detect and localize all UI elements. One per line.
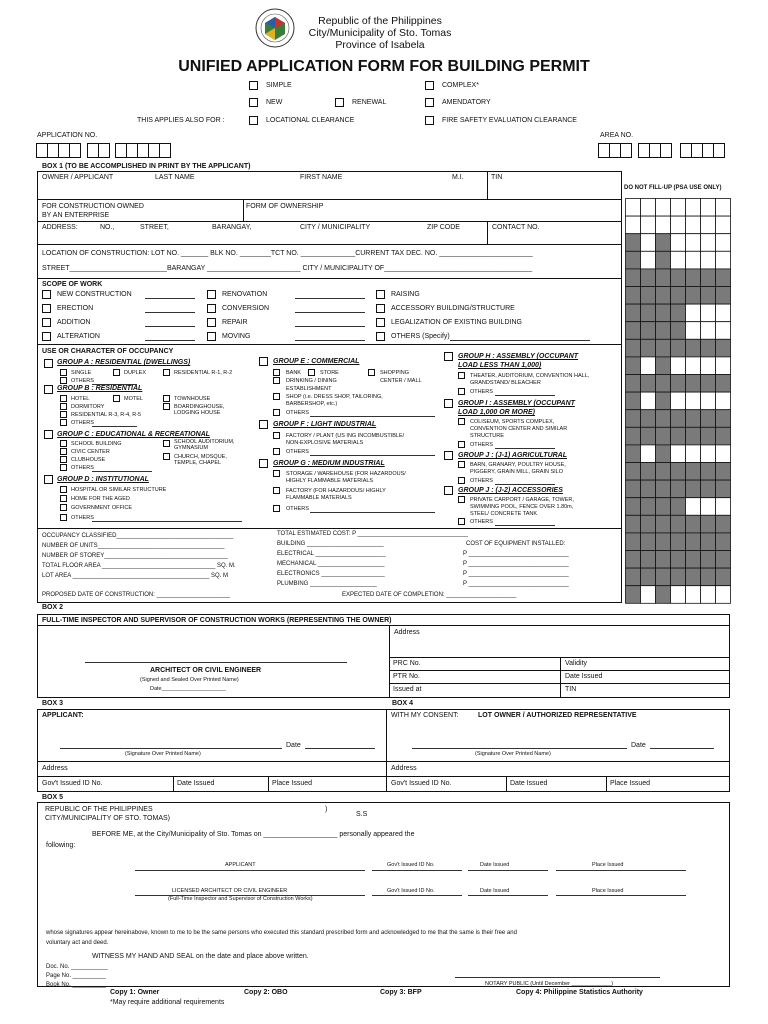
dining-label: DRINKING / DINING [286, 378, 337, 384]
non-explosive-label: NON-EXPLOSIVE MATERIALS [286, 440, 364, 446]
notary-applicant-label: APPLICANT [225, 862, 256, 868]
lodging-house-label: LODGING HOUSE [174, 410, 221, 416]
group-h-others-checkbox[interactable] [458, 388, 465, 395]
barbershop-label: BARBERSHOP, etc.) [286, 401, 338, 407]
doc-no: Doc. No. ___________ [46, 964, 108, 970]
theater-label: THEATER, AUDITORIUM, CONVENTION HALL, [470, 373, 590, 379]
licensed-label: LICENSED ARCHITECT OR CIVIL ENGINEER [172, 888, 288, 894]
scope-col2-2-label: REPAIR [222, 319, 248, 326]
single-label: SINGLE [71, 370, 92, 376]
church-checkbox[interactable] [163, 453, 170, 460]
group-g-others-label: OTHERS [286, 506, 309, 512]
gymnasium-label: GYMNASIUM [174, 445, 208, 451]
carport-checkbox[interactable] [458, 496, 465, 503]
shopping-checkbox[interactable] [368, 369, 375, 376]
group-j1-checkbox[interactable] [444, 451, 453, 460]
scope-col1-1-label: ERECTION [57, 305, 94, 312]
prc-label: PRC No. [393, 660, 421, 667]
dormitory-checkbox[interactable] [60, 403, 67, 410]
group-j2-label: GROUP J : (J-2) ACCESSORIES [458, 487, 563, 494]
factory-hazardous-label: FACTORY (FOR HAZARDOUS/ HIGHLY [286, 488, 386, 494]
whose-signatures-text: whose signatures appear hereinabove, known to me to be the same persons who executed this standard prescribed form and acknowledged to me that the same is their free and [46, 930, 517, 936]
grandstand-label: GRANDSTAND/ BLEACHER [470, 380, 541, 386]
scope-col3-0-checkbox[interactable] [376, 290, 385, 299]
group-c-checkbox[interactable] [44, 430, 53, 439]
theater-checkbox[interactable] [458, 372, 465, 379]
box1-title: BOX 1 (TO BE ACCOMPLISHED IN PRINT BY THE APPLICANT) [42, 163, 251, 170]
scope-col2-3-checkbox[interactable] [207, 332, 216, 341]
group-h-others-label: OTHERS [470, 389, 493, 395]
group-h-label: GROUP H : ASSEMBLY (OCCUPANT [458, 353, 579, 360]
temple-label: TEMPLE, CHAPEL [174, 460, 222, 466]
location-line-1: LOCATION OF CONSTRUCTION: LOT NO. _______ BLK NO. ________TCT NO. ______________CURRENT TAX DEC. NO. ________________________ [42, 250, 533, 257]
group-j1-label: GROUP J : (J-1) AGRICULTURAL [458, 452, 568, 459]
coliseum-checkbox[interactable] [458, 418, 465, 425]
school-auditorium-label: SCHOOL AUDITORIUM, [174, 439, 235, 445]
box3-place-label: Place Issued [272, 780, 313, 787]
book-no: Book No. __________ [46, 982, 106, 988]
scope-col2-1-checkbox[interactable] [207, 304, 216, 313]
residential-r3-label: RESIDENTIAL R-3, R-4, R-5 [71, 412, 142, 418]
convention-label: CONVENTION CENTER AND SIMILAR [470, 426, 568, 432]
scope-col3-2-label: LEGALIZATION OF EXISTING BUILDING [391, 319, 522, 326]
applies-also-label: THIS APPLIES ALSO FOR : [137, 117, 225, 124]
box4-consent-label: WITH MY CONSENT: [391, 712, 459, 719]
shopping-label: SHOPPING [380, 370, 410, 376]
occupancy-classified: OCCUPANCY CLASSIFIED___________________________________ [42, 533, 234, 539]
box3-sig-label: (Signature Over Printed Name) [125, 751, 201, 757]
estimated-cost: TOTAL ESTIMATED COST: P _________________________________ [277, 531, 468, 537]
group-j2-others-checkbox[interactable] [458, 518, 465, 525]
group-c-label: GROUP C : EDUCATIONAL & RECREATIONAL [57, 431, 210, 438]
clubhouse-checkbox[interactable] [60, 456, 67, 463]
factory-plant-label: FACTORY / PLANT (US ING INCOMBUSTIBLE/ [286, 433, 405, 439]
complex-label: COMPLEX* [442, 82, 479, 89]
store-label: STORE [320, 370, 339, 376]
cost-plumbing: PLUMBING ____________________ [277, 581, 377, 587]
hotel-checkbox[interactable] [60, 395, 67, 402]
box3-applicant-label: APPLICANT: [42, 712, 84, 719]
application-no-boxes[interactable] [36, 143, 172, 164]
flammable-label-2: FLAMMABLE MATERIALS [286, 495, 352, 501]
notary-date-label-2: Date Issued [480, 888, 510, 894]
home-aged-checkbox[interactable] [60, 495, 67, 502]
notary-public-label: NOTARY PUBLIC (Until December _____________) [485, 981, 614, 987]
group-e-others-label: OTHERS [286, 410, 309, 416]
box3-date-label: Date [286, 742, 301, 749]
by-enterprise-label: BY AN ENTERPRISE [42, 212, 110, 219]
group-i-label: GROUP I : ASSEMBLY (OCCUPANT [458, 400, 575, 407]
address-street-label: STREET, [140, 224, 169, 231]
establishment-label: ESTABLISHMENT [286, 386, 332, 392]
hospital-checkbox[interactable] [60, 486, 67, 493]
header-republic: Republic of the Philippines [318, 15, 442, 27]
group-a-label: GROUP A : RESIDENTIAL (DWELLINGS) [57, 359, 191, 366]
group-i-checkbox[interactable] [444, 399, 453, 408]
header-province: Province of Isabela [335, 39, 425, 51]
copy1-label: Copy 1: Owner [110, 989, 160, 996]
simple-label: SIMPLE [266, 82, 292, 89]
group-g-label: GROUP G : MEDIUM INDUSTRIAL [273, 460, 385, 467]
simple-checkbox[interactable] [249, 81, 258, 90]
group-h-label-2: LOAD LESS THAN 1,000) [458, 362, 542, 369]
lot-area: LOT AREA _________________________________________ SQ. M [42, 573, 229, 579]
scope-col3-0-label: RAISING [391, 291, 420, 298]
scope-col1-2-checkbox[interactable] [42, 318, 51, 327]
cost-mechanical: MECHANICAL ____________________ [277, 561, 385, 567]
amendatory-checkbox[interactable] [425, 98, 434, 107]
locational-checkbox[interactable] [249, 116, 258, 125]
duplex-checkbox[interactable] [113, 369, 120, 376]
structure-label: STRUCTURE [470, 433, 504, 439]
notary-id-label-2: Gov't Issued ID No. [387, 888, 435, 894]
group-g-checkbox[interactable] [259, 459, 268, 468]
equipment-p-2: P ______________________________ [463, 561, 569, 567]
mall-label: CENTER / MALL [380, 378, 422, 384]
ptr-label: PTR No. [393, 673, 420, 680]
scope-col1-3-label: ALTERATION [57, 333, 100, 340]
box3-id-label: Gov't Issued ID No. [42, 780, 103, 787]
group-f-others-label: OTHERS [286, 449, 309, 455]
box4-label: BOX 4 [392, 700, 414, 707]
group-e-label: GROUP E : COMMERCIAL [273, 358, 360, 365]
group-c-others-label: OTHERS [71, 465, 94, 471]
flammable-label-1: HIGHLY FLAMMABLE MATERIALS [286, 478, 374, 484]
number-units: NUMBER OF UNITS______________________________________ [42, 543, 225, 549]
box2-label: BOX 2 [42, 604, 64, 611]
government-office-checkbox[interactable] [60, 504, 67, 511]
address-label: ADDRESS: [42, 224, 78, 231]
address-city-label: CITY / MUNICIPALITY [300, 224, 371, 231]
complex-checkbox[interactable] [425, 81, 434, 90]
hotel-label: HOTEL [71, 396, 90, 402]
home-aged-label: HOME FOR THE AGED [71, 496, 130, 502]
shop-checkbox[interactable] [273, 393, 280, 400]
box5-ss: S.S [356, 811, 368, 818]
before-me-text: BEFORE ME, at the City/Municipality of Sto. Tomas on ___________________ personally appeared the [92, 831, 415, 838]
box2-address-label: Address [394, 629, 420, 636]
occupancy-title: USE OR CHARACTER OF OCCUPANCY [42, 348, 174, 355]
renewal-checkbox[interactable] [335, 98, 344, 107]
equipment-p-4: P ______________________________ [463, 581, 569, 587]
group-e-checkbox[interactable] [259, 357, 268, 366]
box4-lot-owner-label: LOT OWNER / AUTHORIZED REPRESENTATIVE [478, 712, 637, 719]
validity-label: Validity [565, 660, 588, 667]
group-i-others-label: OTHERS [470, 442, 493, 448]
address-zip-label: ZIP CODE [427, 224, 460, 231]
townhouse-checkbox[interactable] [163, 395, 170, 402]
school-building-checkbox[interactable] [60, 440, 67, 447]
footer-note: *May require additional requirements [110, 999, 225, 1006]
motel-label: MOTEL [124, 396, 143, 402]
municipal-seal [255, 8, 295, 48]
school-auditorium-checkbox[interactable] [163, 440, 170, 447]
storage-checkbox[interactable] [273, 470, 280, 477]
hospital-label: HOSPITAL OR SIMILAR STRUCTURE [71, 487, 167, 493]
civic-center-checkbox[interactable] [60, 448, 67, 455]
group-h-checkbox[interactable] [444, 352, 453, 361]
address-no-label: NO., [100, 224, 115, 231]
proposed-date: PROPOSED DATE OF CONSTRUCTION: ______________________ [42, 592, 230, 598]
psa-grid [625, 198, 733, 609]
group-b-checkbox[interactable] [44, 385, 53, 394]
issued-at-label: Issued at [393, 686, 422, 693]
scope-col2-0-checkbox[interactable] [207, 290, 216, 299]
first-name-label: FIRST NAME [300, 174, 343, 181]
motel-checkbox[interactable] [113, 395, 120, 402]
scope-col3-2-checkbox[interactable] [376, 318, 385, 327]
group-j2-others-label: OTHERS [470, 519, 493, 525]
residential-r1-label: RESIDENTIAL R-1, R-2 [174, 370, 233, 376]
contact-no-label: CONTACT NO. [492, 224, 540, 231]
civic-center-label: CIVIC CENTER [71, 449, 110, 455]
mi-label: M.I. [452, 174, 464, 181]
box2-frame [37, 614, 730, 698]
barn-checkbox[interactable] [458, 461, 465, 468]
box4-sig-label: (Signature Over Printed Name) [475, 751, 551, 757]
group-b-others-label: OTHERS [71, 420, 94, 426]
boardinghouse-label: BOARDINGHOUSE, [174, 404, 225, 410]
factory-plant-checkbox[interactable] [273, 432, 280, 439]
store-checkbox[interactable] [308, 369, 315, 376]
box4-date-label: Date [631, 742, 646, 749]
scope-col2-2-checkbox[interactable] [207, 318, 216, 327]
box4-address-label: Address [391, 765, 417, 772]
scope-col2-3-label: MOVING [222, 333, 251, 340]
group-j1-others-checkbox[interactable] [458, 477, 465, 484]
scope-col2-0-label: RENOVATION [222, 291, 268, 298]
barn-label: BARN, GRANARY, POULTRY HOUSE, [470, 462, 566, 468]
cost-electrical: ELECTRICAL _____________________ [277, 551, 386, 557]
group-a-others-checkbox[interactable] [60, 377, 67, 384]
cost-equipment-label: COST OF EQUIPMENT INSTALLED: [466, 541, 566, 547]
equipment-p-1: P ______________________________ [463, 551, 569, 557]
storage-label: STORAGE / WAREHOUSE (FOR HAZARDOUS/ [286, 471, 406, 477]
expected-completion: EXPECTED DATE OF COMPLETION: _____________________ [342, 592, 517, 598]
box5-city: CITY/MUNICIPALITY OF STO. TOMAS) [45, 815, 170, 822]
renewal-label: RENEWAL [352, 99, 387, 106]
fire-safety-label: FIRE SAFETY EVALUATION CLEARANCE [442, 117, 577, 124]
box3-address-label: Address [42, 765, 68, 772]
group-f-others-checkbox[interactable] [273, 448, 280, 455]
townhouse-label: TOWNHOUSE [174, 396, 211, 402]
clubhouse-label: CLUBHOUSE [71, 457, 106, 463]
scope-col1-1-checkbox[interactable] [42, 304, 51, 313]
government-office-label: GOVERNMENT OFFICE [71, 505, 133, 511]
psa-use-label: DO NOT FILL-UP (PSA USE ONLY) [624, 185, 722, 191]
shop-label: SHOP (i.e. DRESS SHOP, TAILORING, [286, 394, 383, 400]
group-b-label: GROUP B : RESIDENTIAL [57, 385, 143, 392]
swimming-pool-label: SWIMMING POOL, FENCE OVER 1.80m, [470, 504, 574, 510]
box4-place-label: Place Issued [610, 780, 651, 787]
box5-label: BOX 5 [42, 794, 64, 801]
copy4-label: Copy 4: Philippine Statistics Authority [516, 989, 643, 996]
group-e-others-checkbox[interactable] [273, 409, 280, 416]
coliseum-label: COLISEUM, SPORTS COMPLEX, [470, 419, 555, 425]
area-no-boxes[interactable] [598, 143, 732, 164]
group-i-label-2: LOAD 1,000 OR MORE) [458, 409, 536, 416]
box4-date-issued-label: Date Issued [510, 780, 548, 787]
group-d-label: GROUP D : INSTITUTIONAL [57, 476, 149, 483]
group-f-checkbox[interactable] [259, 420, 268, 429]
factory-hazardous-checkbox[interactable] [273, 487, 280, 494]
group-a-checkbox[interactable] [44, 359, 53, 368]
scope-col3-3-label: OTHERS (Specify) [391, 333, 450, 340]
equipment-p-3: P ______________________________ [463, 571, 569, 577]
box2-date-issued-label: Date Issued [565, 673, 603, 680]
locational-label: LOCATIONAL CLEARANCE [266, 117, 355, 124]
new-checkbox[interactable] [249, 98, 258, 107]
school-building-label: SCHOOL BUILDING [71, 441, 122, 447]
group-a-others-label: OTHERS [71, 378, 94, 384]
notary-place-label-1: Place Issued [592, 862, 624, 868]
scope-col3-1-label: ACCESSORY BUILDING/STRUCTURE [391, 305, 515, 312]
box2-tin-label: TIN [565, 686, 577, 693]
signed-sealed-label: (Signed and Sealed Over Printed Name) [140, 677, 239, 683]
application-no-label: APPLICATION NO. [37, 132, 98, 139]
scope-col1-0-checkbox[interactable] [42, 290, 51, 299]
box3-date-issued-label: Date Issued [177, 780, 215, 787]
group-f-label: GROUP F : LIGHT INDUSTRIAL [273, 421, 377, 428]
scope-title: SCOPE OF WORK [42, 281, 103, 288]
box2-title: FULL-TIME INSPECTOR AND SUPERVISOR OF CONSTRUCTION WORKS (REPRESENTING THE OWNER) [42, 617, 392, 624]
box5-republic: REPUBLIC OF THE PHILIPPINES [45, 806, 153, 813]
page-no: Page No. __________ [46, 973, 107, 979]
bank-checkbox[interactable] [273, 369, 280, 376]
box3-label: BOX 3 [42, 700, 64, 707]
church-label: CHURCH, MOSQUE, [174, 454, 227, 460]
notary-id-label-1: Gov't Issued ID No. [387, 862, 435, 868]
cost-electronics: ELECTRONICS ___________________ [277, 571, 385, 577]
duplex-label: DUPLEX [124, 370, 147, 376]
group-d-others-checkbox[interactable] [60, 514, 67, 521]
address-barangay-label: BARANGAY, [212, 224, 252, 231]
box5-paren: ) [325, 806, 328, 813]
new-label: NEW [266, 99, 283, 106]
dormitory-label: DORMITORY [71, 404, 105, 410]
following-text: following: [46, 842, 76, 849]
group-i-others-checkbox[interactable] [458, 441, 465, 448]
residential-r3-checkbox[interactable] [60, 411, 67, 418]
bank-label: BANK [286, 370, 301, 376]
group-j2-checkbox[interactable] [444, 486, 453, 495]
form-ownership-label: FORM OF OWNERSHIP [246, 203, 324, 210]
notary-date-label-1: Date Issued [480, 862, 510, 868]
licensed-sub-label: (Full-Time Inspector and Supervisor of Construction Works) [168, 896, 313, 902]
box4-id-label: Gov't Issued ID No. [391, 780, 452, 787]
last-name-label: LAST NAME [155, 174, 195, 181]
tank-label: STEEL/ CONCRETE TANK [470, 511, 538, 517]
notary-place-label-2: Place Issued [592, 888, 624, 894]
number-storey: NUMBER OF STOREY_____________________________________ [42, 553, 228, 559]
dining-checkbox[interactable] [273, 377, 280, 384]
piggery-label: PIGGERY, GRAIN MILL, GRAIN SILO [470, 469, 564, 475]
owner-label: OWNER / APPLICANT [42, 174, 114, 181]
box2-date: Date_____________________ [150, 686, 226, 692]
form-title: UNIFIED APPLICATION FORM FOR BUILDING PERMIT [178, 58, 590, 75]
scope-col1-2-label: ADDITION [57, 319, 91, 326]
total-floor-area: TOTAL FLOOR AREA __________________________________ SQ. M. [42, 563, 236, 569]
area-no-label: AREA NO. [600, 132, 634, 139]
tin-label: TIN [491, 174, 503, 181]
engineer-label: ARCHITECT OR CIVIL ENGINEER [150, 667, 262, 674]
copy3-label: Copy 3: BFP [380, 989, 422, 996]
scope-col1-0-label: NEW CONSTRUCTION [57, 291, 132, 298]
group-j1-others-label: OTHERS [470, 478, 493, 484]
fire-safety-checkbox[interactable] [425, 116, 434, 125]
single-checkbox[interactable] [60, 369, 67, 376]
group-d-others-label: OTHERS [71, 515, 94, 521]
header-municipality: City/Municipality of Sto. Tomas [308, 27, 452, 39]
carport-label: PRIVATE CARPORT / GARAGE, TOWER, [470, 497, 574, 503]
group-b-others-checkbox[interactable] [60, 419, 67, 426]
boardinghouse-checkbox[interactable] [163, 403, 170, 410]
scope-col1-3-checkbox[interactable] [42, 332, 51, 341]
witness-text: WITNESS MY HAND AND SEAL on the date and place above written. [92, 953, 309, 960]
copy2-label: Copy 2: OBO [244, 989, 288, 996]
group-g-others-checkbox[interactable] [273, 505, 280, 512]
group-d-checkbox[interactable] [44, 475, 53, 484]
scope-col2-1-label: CONVERSION [222, 305, 270, 312]
cost-building: BUILDING _______________________ [277, 541, 384, 547]
residential-r1-checkbox[interactable] [163, 369, 170, 376]
location-line-2: STREET_________________________BARANGAY ________________________ CITY / MUNICIPALITY OF______________________________________ [42, 265, 533, 272]
group-c-others-checkbox[interactable] [60, 464, 67, 471]
construction-owned-label: FOR CONSTRUCTION OWNED [42, 203, 144, 210]
voluntary-text: voluntary act and deed. [46, 940, 109, 946]
scope-col3-1-checkbox[interactable] [376, 304, 385, 313]
amendatory-label: AMENDATORY [442, 99, 491, 106]
scope-col3-3-checkbox[interactable] [376, 332, 385, 341]
